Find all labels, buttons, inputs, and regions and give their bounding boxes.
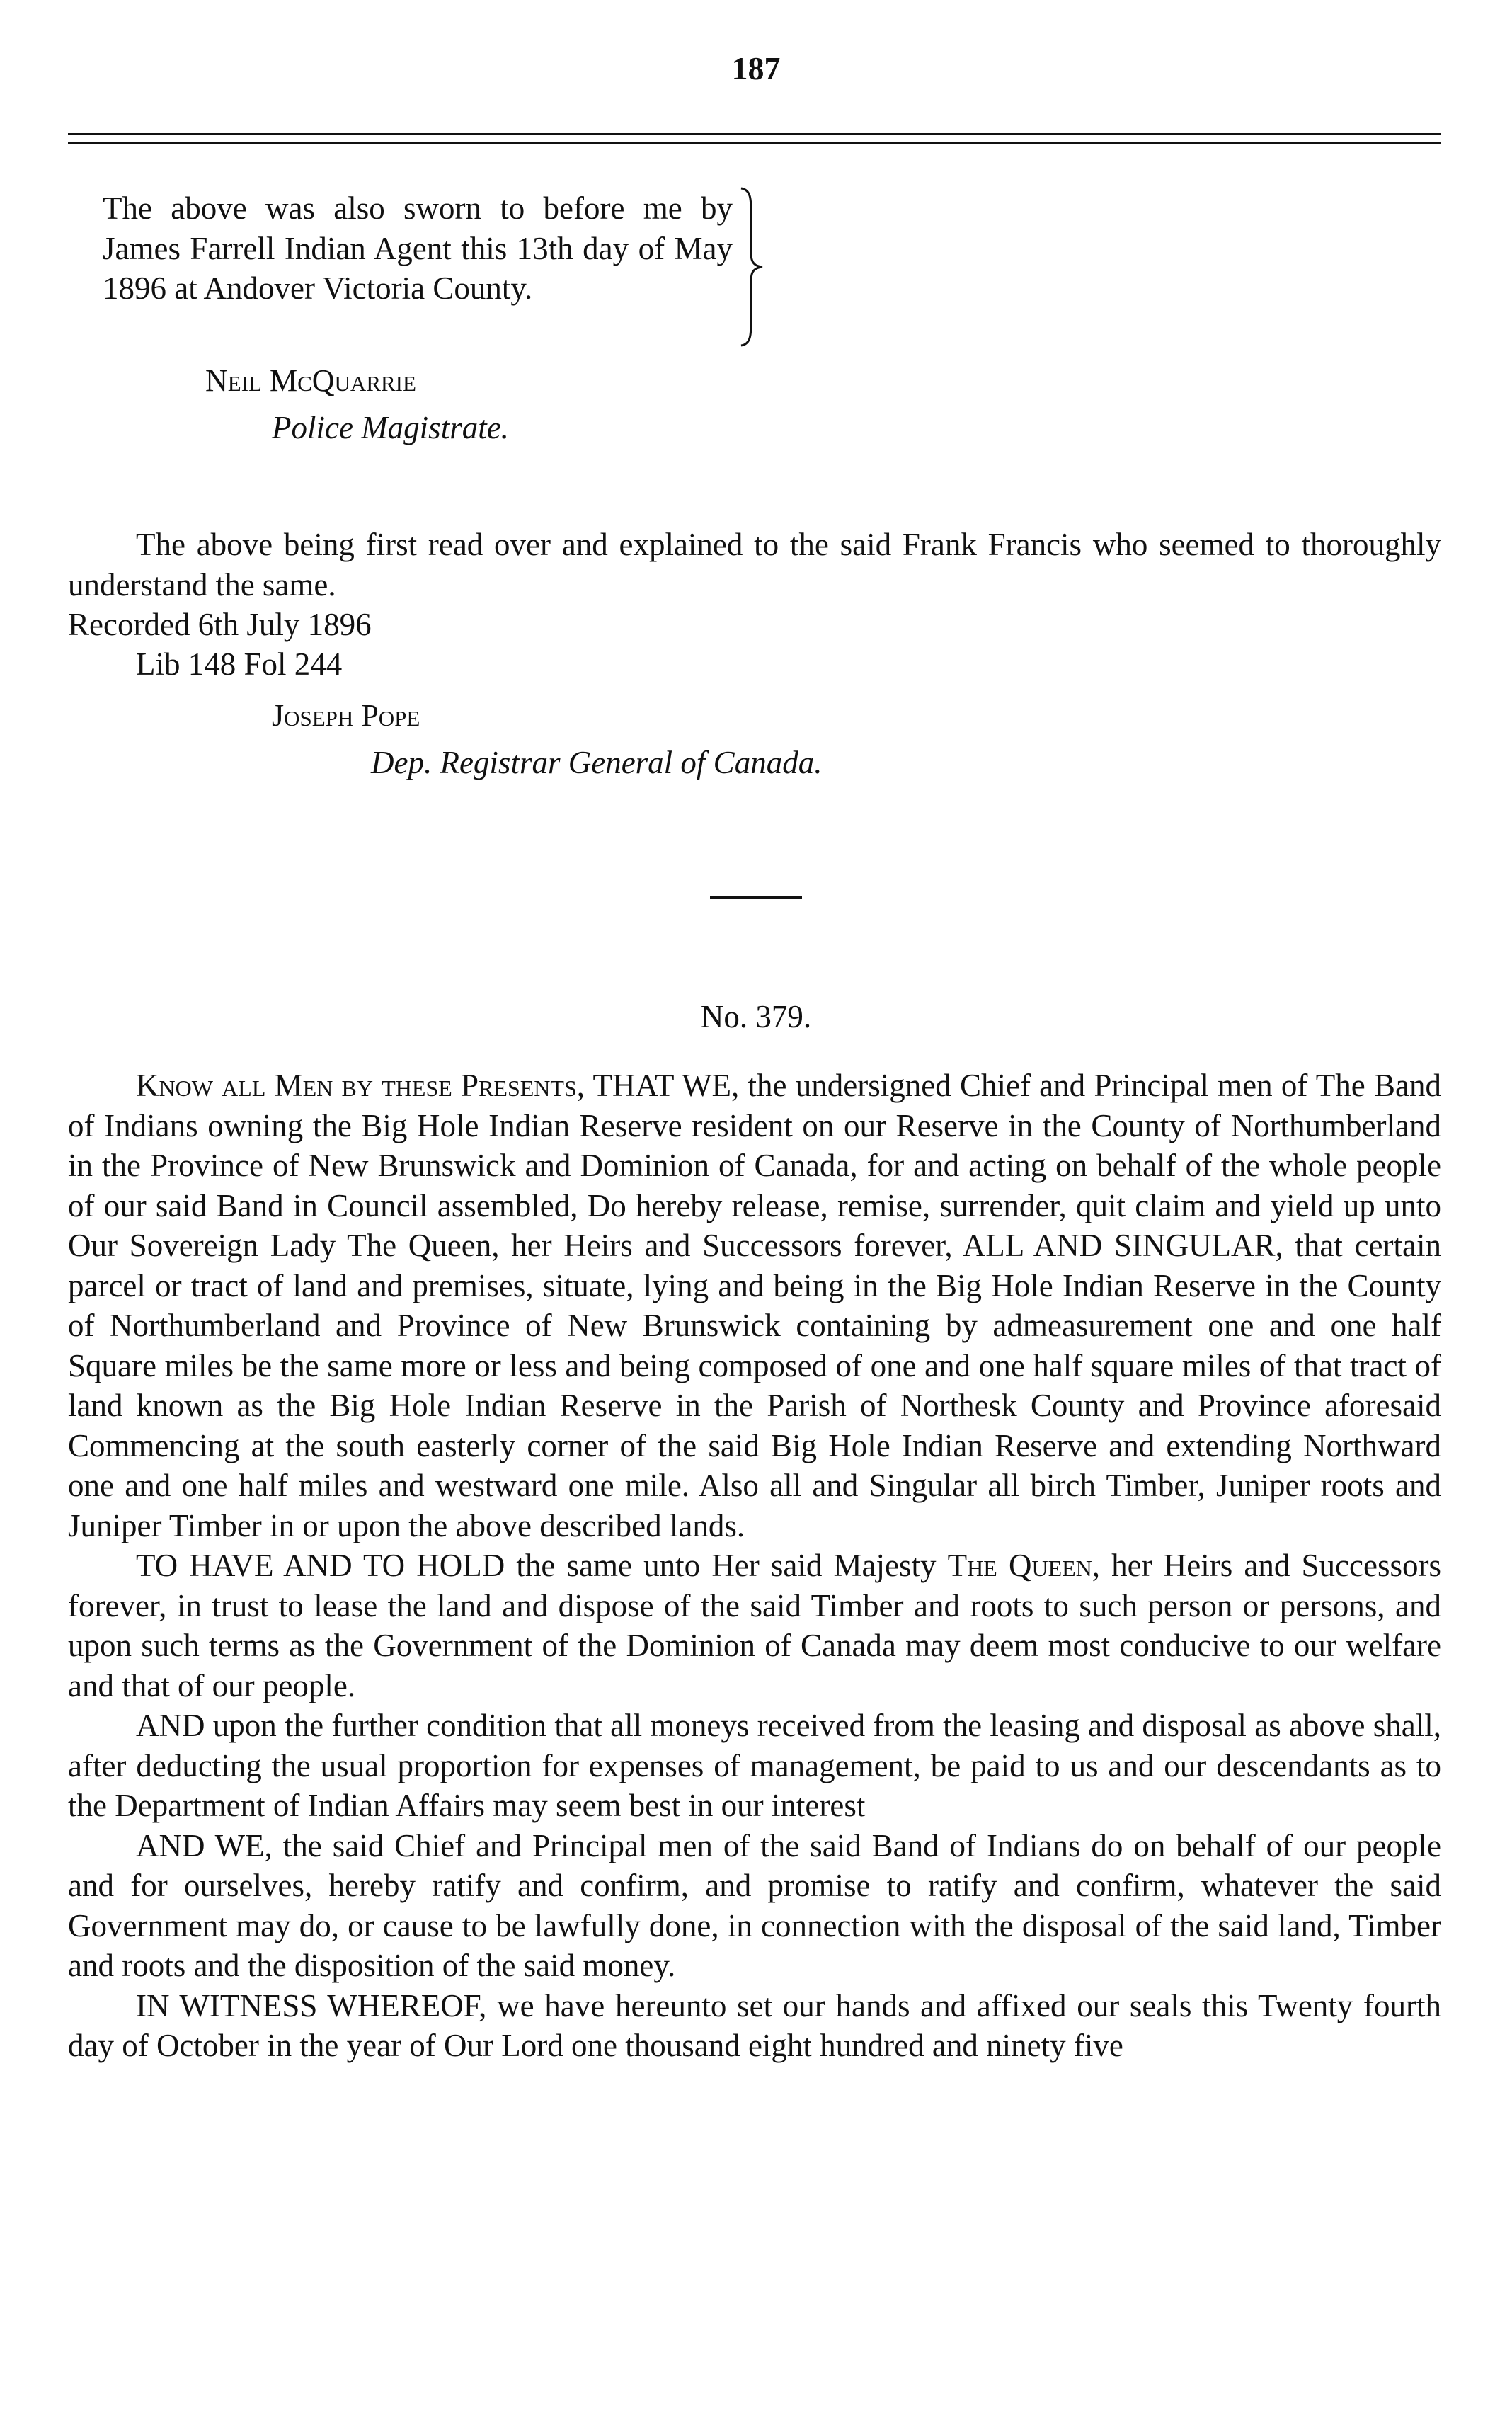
recorded-date: Recorded 6th July 1896 <box>68 607 372 642</box>
surrender-paragraph <box>68 1066 1441 1546</box>
header-double-rule <box>68 133 1441 144</box>
explanation-paragraph: The above being first read over and explained to the said Frank Francis who seemed to thoroughly understand the same. <box>68 527 1441 603</box>
section-divider <box>710 896 802 899</box>
registrar-title: Dep. Registrar General of Canada. <box>371 745 823 780</box>
magistrate-title: Police Magistrate. <box>272 410 509 445</box>
magistrate-name: Neil McQuarrie <box>205 363 416 398</box>
surrender-document-body <box>68 1066 1441 2066</box>
right-brace-icon <box>738 185 767 348</box>
condition-paragraph: AND upon the further condition that all moneys received from the leasing and disposal as above shall, after deducting the usual proportion for expenses of management, be paid to us and our descendants as to the Department of Indian Affairs may seem best in our interest <box>68 1708 1441 1823</box>
registrar-name: Joseph Pope <box>272 698 420 733</box>
ratification-paragraph: AND WE, the said Chief and Principal men of the said Band of Indians do on behalf of our people and for ourselves, hereby ratify and confirm, and promise to ratify and confirm, whatever the said Government may do, or cause to be lawfully done, in connection with the disposal of the said land, Timber and roots and the disposition of the said money. <box>68 1827 1441 1983</box>
the-queen-phrase: The Queen, <box>947 1548 1101 1583</box>
lib-fol-reference: Lib 148 Fol 244 <box>136 646 343 682</box>
habendum-paragraph <box>68 1546 1441 1706</box>
opening-phrase: Know all Men by these Presents, <box>136 1068 585 1103</box>
document-number: No. 379. <box>700 999 812 1034</box>
witness-paragraph: IN WITNESS WHEREOF, we have hereunto set our hands and affixed our seals this Twenty fourth day of October in the year of Our Lord one thousand eight hundred and ninety five <box>68 1987 1441 2063</box>
oath-statement: The above was also sworn to before me by James Farrell Indian Agent this 13th day of May 1896 at Andover Victoria County. <box>103 190 733 306</box>
habendum-start: TO HAVE AND TO HOLD the same unto Her said Majesty <box>136 1548 948 1583</box>
habendum-rest: her Heirs and Successors forever, in trust to lease the land and dispose of the said Timber and roots to such person or persons, and upon such terms as the Government of the Dominion of Canada may deem most conducive to our welfare and that of our people. <box>68 1548 1441 1703</box>
page-number: 187 <box>731 50 781 86</box>
surrender-clause: THAT WE, the undersigned Chief and Principal men of The Band of Indians owning the Big Hole Indian Reserve resident on our Reserve in the County of Northumberland in the Province of New Brunswick and Dominion of Canada, for and acting on behalf of the whole people of our said Band in Council assembled, Do hereby release, remise, surrender, quit claim and yield up unto Our Sovereign Lady The Queen, her Heirs and Successors forever, ALL AND SINGULAR, that certain parcel or tract of land and premises, situate, lying and being in the Big Hole Indian Reserve in the County of Northumberland and Province of New Brunswick containing by admeasurement one and one half Square miles be the same more or less and being composed of one and one half square miles of that tract of land known as the Big Hole Indian Reserve in the Parish of Northesk County and Province aforesaid Commencing at the south easterly corner of the said Big Hole Indian Reserve and extending Northward one and one half miles and westward one mile. Also all and Singular all birch Timber, Juniper roots and Juniper Timber in or upon the above described lands. <box>68 1068 1441 1543</box>
